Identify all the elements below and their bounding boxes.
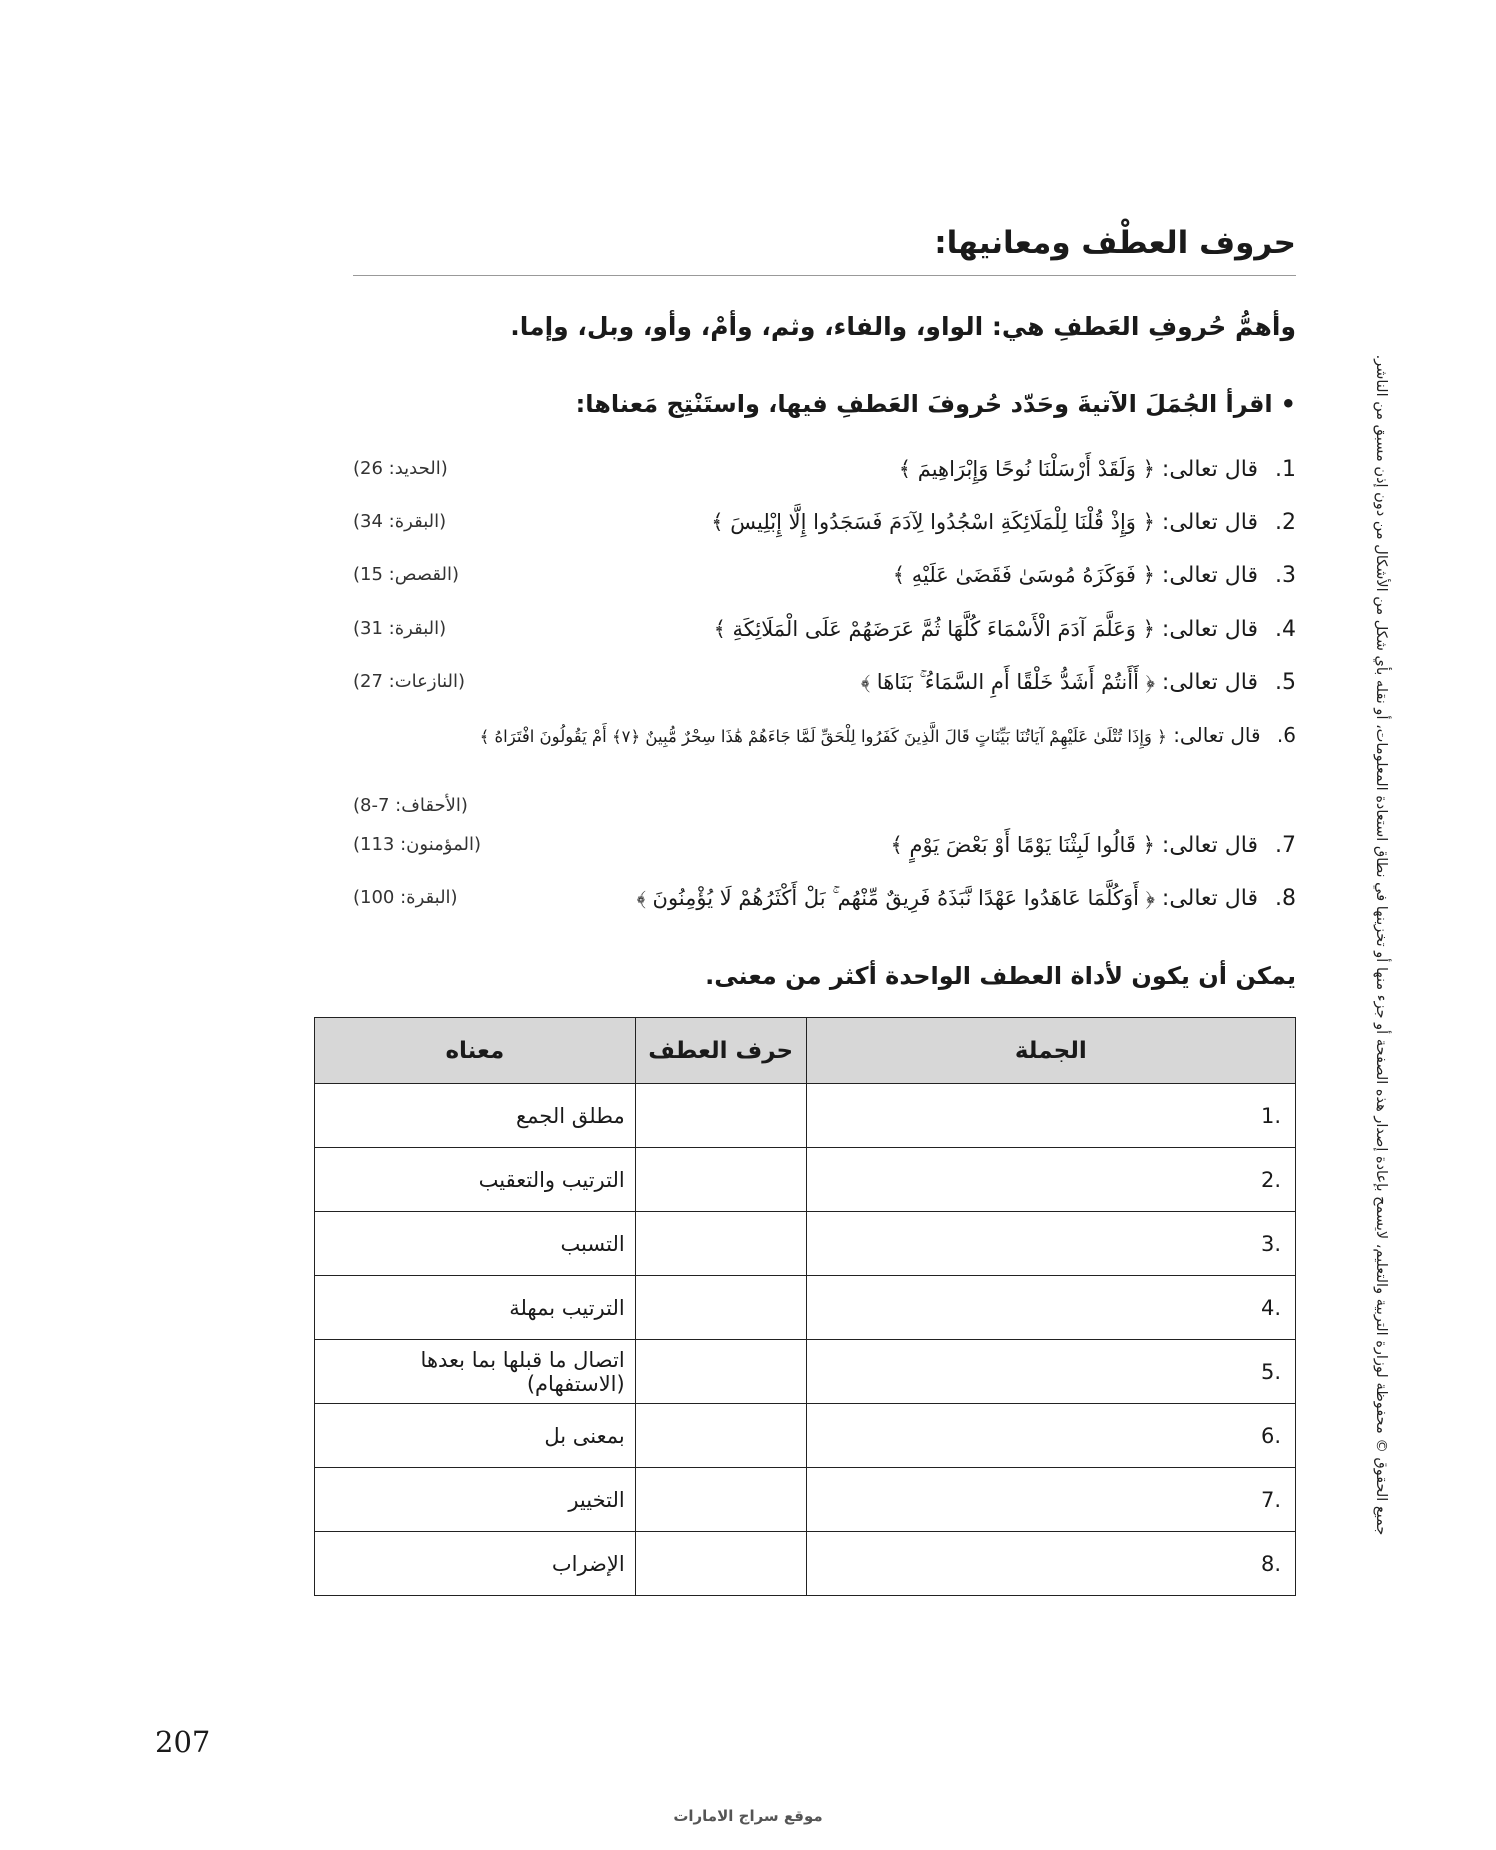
answer-table <box>314 1017 1296 1596</box>
verse-number: 8. <box>1275 886 1296 911</box>
harf-cell[interactable] <box>635 1212 806 1276</box>
header-sentence: الجملة <box>806 1018 1295 1084</box>
verse-number: 3. <box>1275 563 1296 588</box>
verse-number: 5. <box>1275 670 1296 695</box>
bullet-icon: • <box>1280 390 1296 418</box>
footer-watermark: موقع سراج الامارات <box>673 1807 823 1825</box>
harf-cell[interactable] <box>635 1532 806 1596</box>
row-number[interactable]: .8 <box>806 1532 1295 1596</box>
verse-item <box>353 659 1296 705</box>
meaning-cell: الترتيب والتعقيب <box>315 1148 636 1212</box>
copyright-text: جميع الحقوق © محفوظة لوزارة التربية والتعليم، لايسمح بإعادة إصدار هذه الصفحة أو جزء منها أو تخزينها في نطاق استعادة المعلومات، أو نقله بأي شكل من الأشكال من دون إذن مسبق من الناشر. <box>1373 354 1389 1536</box>
verse-intro: قال تعالى: <box>1161 563 1258 588</box>
verse-reference: (البقرة: 100) <box>353 887 458 908</box>
table-row <box>315 1532 1296 1596</box>
verse-text: ﴿ وَإِذْ قُلْنَا لِلْمَلَائِكَةِ اسْجُدُوا لِآدَمَ فَسَجَدُوا إِلَّا إِبْلِيسَ ﴾ <box>711 510 1155 534</box>
harf-cell[interactable] <box>635 1340 806 1404</box>
header-harf: حرف العطف <box>635 1018 806 1084</box>
table-row <box>315 1468 1296 1532</box>
verse-intro: قال تعالى: <box>1161 886 1258 911</box>
verse-text: ﴿ وَلَقَدْ أَرْسَلْنَا نُوحًا وَإِبْرَاهِيمَ ﴾ <box>898 457 1155 481</box>
verse-intro: قال تعالى: <box>1173 723 1261 747</box>
meaning-cell: مطلق الجمع <box>315 1084 636 1148</box>
verse-item <box>353 875 1296 921</box>
meaning-cell: الإضراب <box>315 1532 636 1596</box>
meaning-cell: التسبب <box>315 1212 636 1276</box>
note-text: يمكن أن يكون لأداة العطف الواحدة أكثر من معنى. <box>705 962 1296 990</box>
verse-reference: (الأحقاف: 7-8) <box>353 795 468 816</box>
meaning-cell: بمعنى بل <box>315 1404 636 1468</box>
harf-cell[interactable] <box>635 1148 806 1212</box>
harf-cell[interactable] <box>635 1084 806 1148</box>
verse-text: ﴿ قَالُوا لَبِثْنَا يَوْمًا أَوْ بَعْضَ يَوْمٍ ﴾ <box>890 833 1155 857</box>
header-meaning: معناه <box>315 1018 636 1084</box>
row-number[interactable]: .4 <box>806 1276 1295 1340</box>
verse-item <box>353 552 1296 598</box>
page-number: 207 <box>155 1725 211 1759</box>
task-text: اقرأ الجُمَلَ الآتيةَ وحَدّد حُروفَ العَطفِ فيها، واستَنْتِج مَعناها: <box>575 390 1273 418</box>
verse-item <box>353 446 1296 492</box>
row-number[interactable]: .7 <box>806 1468 1295 1532</box>
table-row <box>315 1084 1296 1148</box>
meaning-cell: التخيير <box>315 1468 636 1532</box>
verse-intro: قال تعالى: <box>1161 510 1258 535</box>
verse-reference: (البقرة: 34) <box>353 511 447 532</box>
row-number[interactable]: .5 <box>806 1340 1295 1404</box>
harf-cell[interactable] <box>635 1276 806 1340</box>
verse-number: 4. <box>1275 617 1296 642</box>
table-row <box>315 1148 1296 1212</box>
verse-reference: (النازعات: 27) <box>353 671 466 692</box>
verse-text: ﴿ فَوَكَزَهُ مُوسَىٰ فَقَضَىٰ عَلَيْهِ ﴾ <box>892 563 1155 587</box>
verse-number: 1. <box>1275 457 1296 482</box>
title-divider <box>353 275 1296 276</box>
verse-text: ﴿ أَوَكُلَّمَا عَاهَدُوا عَهْدًا نَّبَذَهُ فَرِيقٌ مِّنْهُم ۚ بَلْ أَكْثَرُهُمْ لَا يُؤْمِنُونَ ﴾ <box>636 886 1155 910</box>
verse-intro: قال تعالى: <box>1161 617 1258 642</box>
harf-cell[interactable] <box>635 1404 806 1468</box>
verse-reference: (القصص: 15) <box>353 564 459 585</box>
meaning-cell: اتصال ما قبلها بما بعدها (الاستفهام) <box>315 1340 636 1404</box>
verse-number: 2. <box>1275 510 1296 535</box>
row-number[interactable]: .6 <box>806 1404 1295 1468</box>
verse-text: ﴿ أَأَنتُمْ أَشَدُّ خَلْقًا أَمِ السَّمَاءُ ۚ بَنَاهَا ﴾ <box>860 670 1155 694</box>
verse-reference: (المؤمنون: 113) <box>353 834 481 855</box>
verse-item <box>353 822 1296 868</box>
table-row <box>315 1212 1296 1276</box>
verse-text: ﴿ وَعَلَّمَ آدَمَ الْأَسْمَاءَ كُلَّهَا ثُمَّ عَرَضَهُمْ عَلَى الْمَلَائِكَةِ ﴾ <box>713 617 1155 641</box>
verse-reference: (الحديد: 26) <box>353 458 448 479</box>
verse-number: 7. <box>1275 833 1296 858</box>
section-title: حروف العطْف ومعانيها: <box>934 225 1296 261</box>
table-header-row <box>315 1018 1296 1084</box>
table-row <box>315 1404 1296 1468</box>
verse-intro: قال تعالى: <box>1161 457 1258 482</box>
row-number[interactable]: .3 <box>806 1212 1295 1276</box>
verse-intro: قال تعالى: <box>1161 670 1258 695</box>
verse-item <box>353 499 1296 545</box>
row-number[interactable]: .2 <box>806 1148 1295 1212</box>
verse-reference: (البقرة: 31) <box>353 618 447 639</box>
table-row <box>315 1340 1296 1404</box>
task-instruction <box>576 390 1296 418</box>
table-row <box>315 1276 1296 1340</box>
verse-number: 6. <box>1276 723 1296 747</box>
verse-intro: قال تعالى: <box>1161 833 1258 858</box>
verse-item <box>353 606 1296 652</box>
harf-cell[interactable] <box>635 1468 806 1532</box>
verse-text: ﴿ وَإِذَا تُتْلَىٰ عَلَيْهِمْ آيَاتُنَا بَيِّنَاتٍ قَالَ الَّذِينَ كَفَرُوا لِلْحَقِّ لَمَّا جَاءَهُمْ هَٰذَا سِحْرٌ مُّبِينٌ ﴿٧﴾ أَمْ يَقُولُونَ افْتَرَاهُ ﴾ <box>479 727 1167 746</box>
intro-sentence: وأهمُّ حُروفِ العَطفِ هي: الواو، والفاء، وثم، وأمْ، وأو، وبل، وإما. <box>510 312 1296 341</box>
meaning-cell: الترتيب بمهلة <box>315 1276 636 1340</box>
verse-item <box>343 712 1296 758</box>
row-number[interactable]: .1 <box>806 1084 1295 1148</box>
copyright-notice <box>1367 345 1395 1545</box>
